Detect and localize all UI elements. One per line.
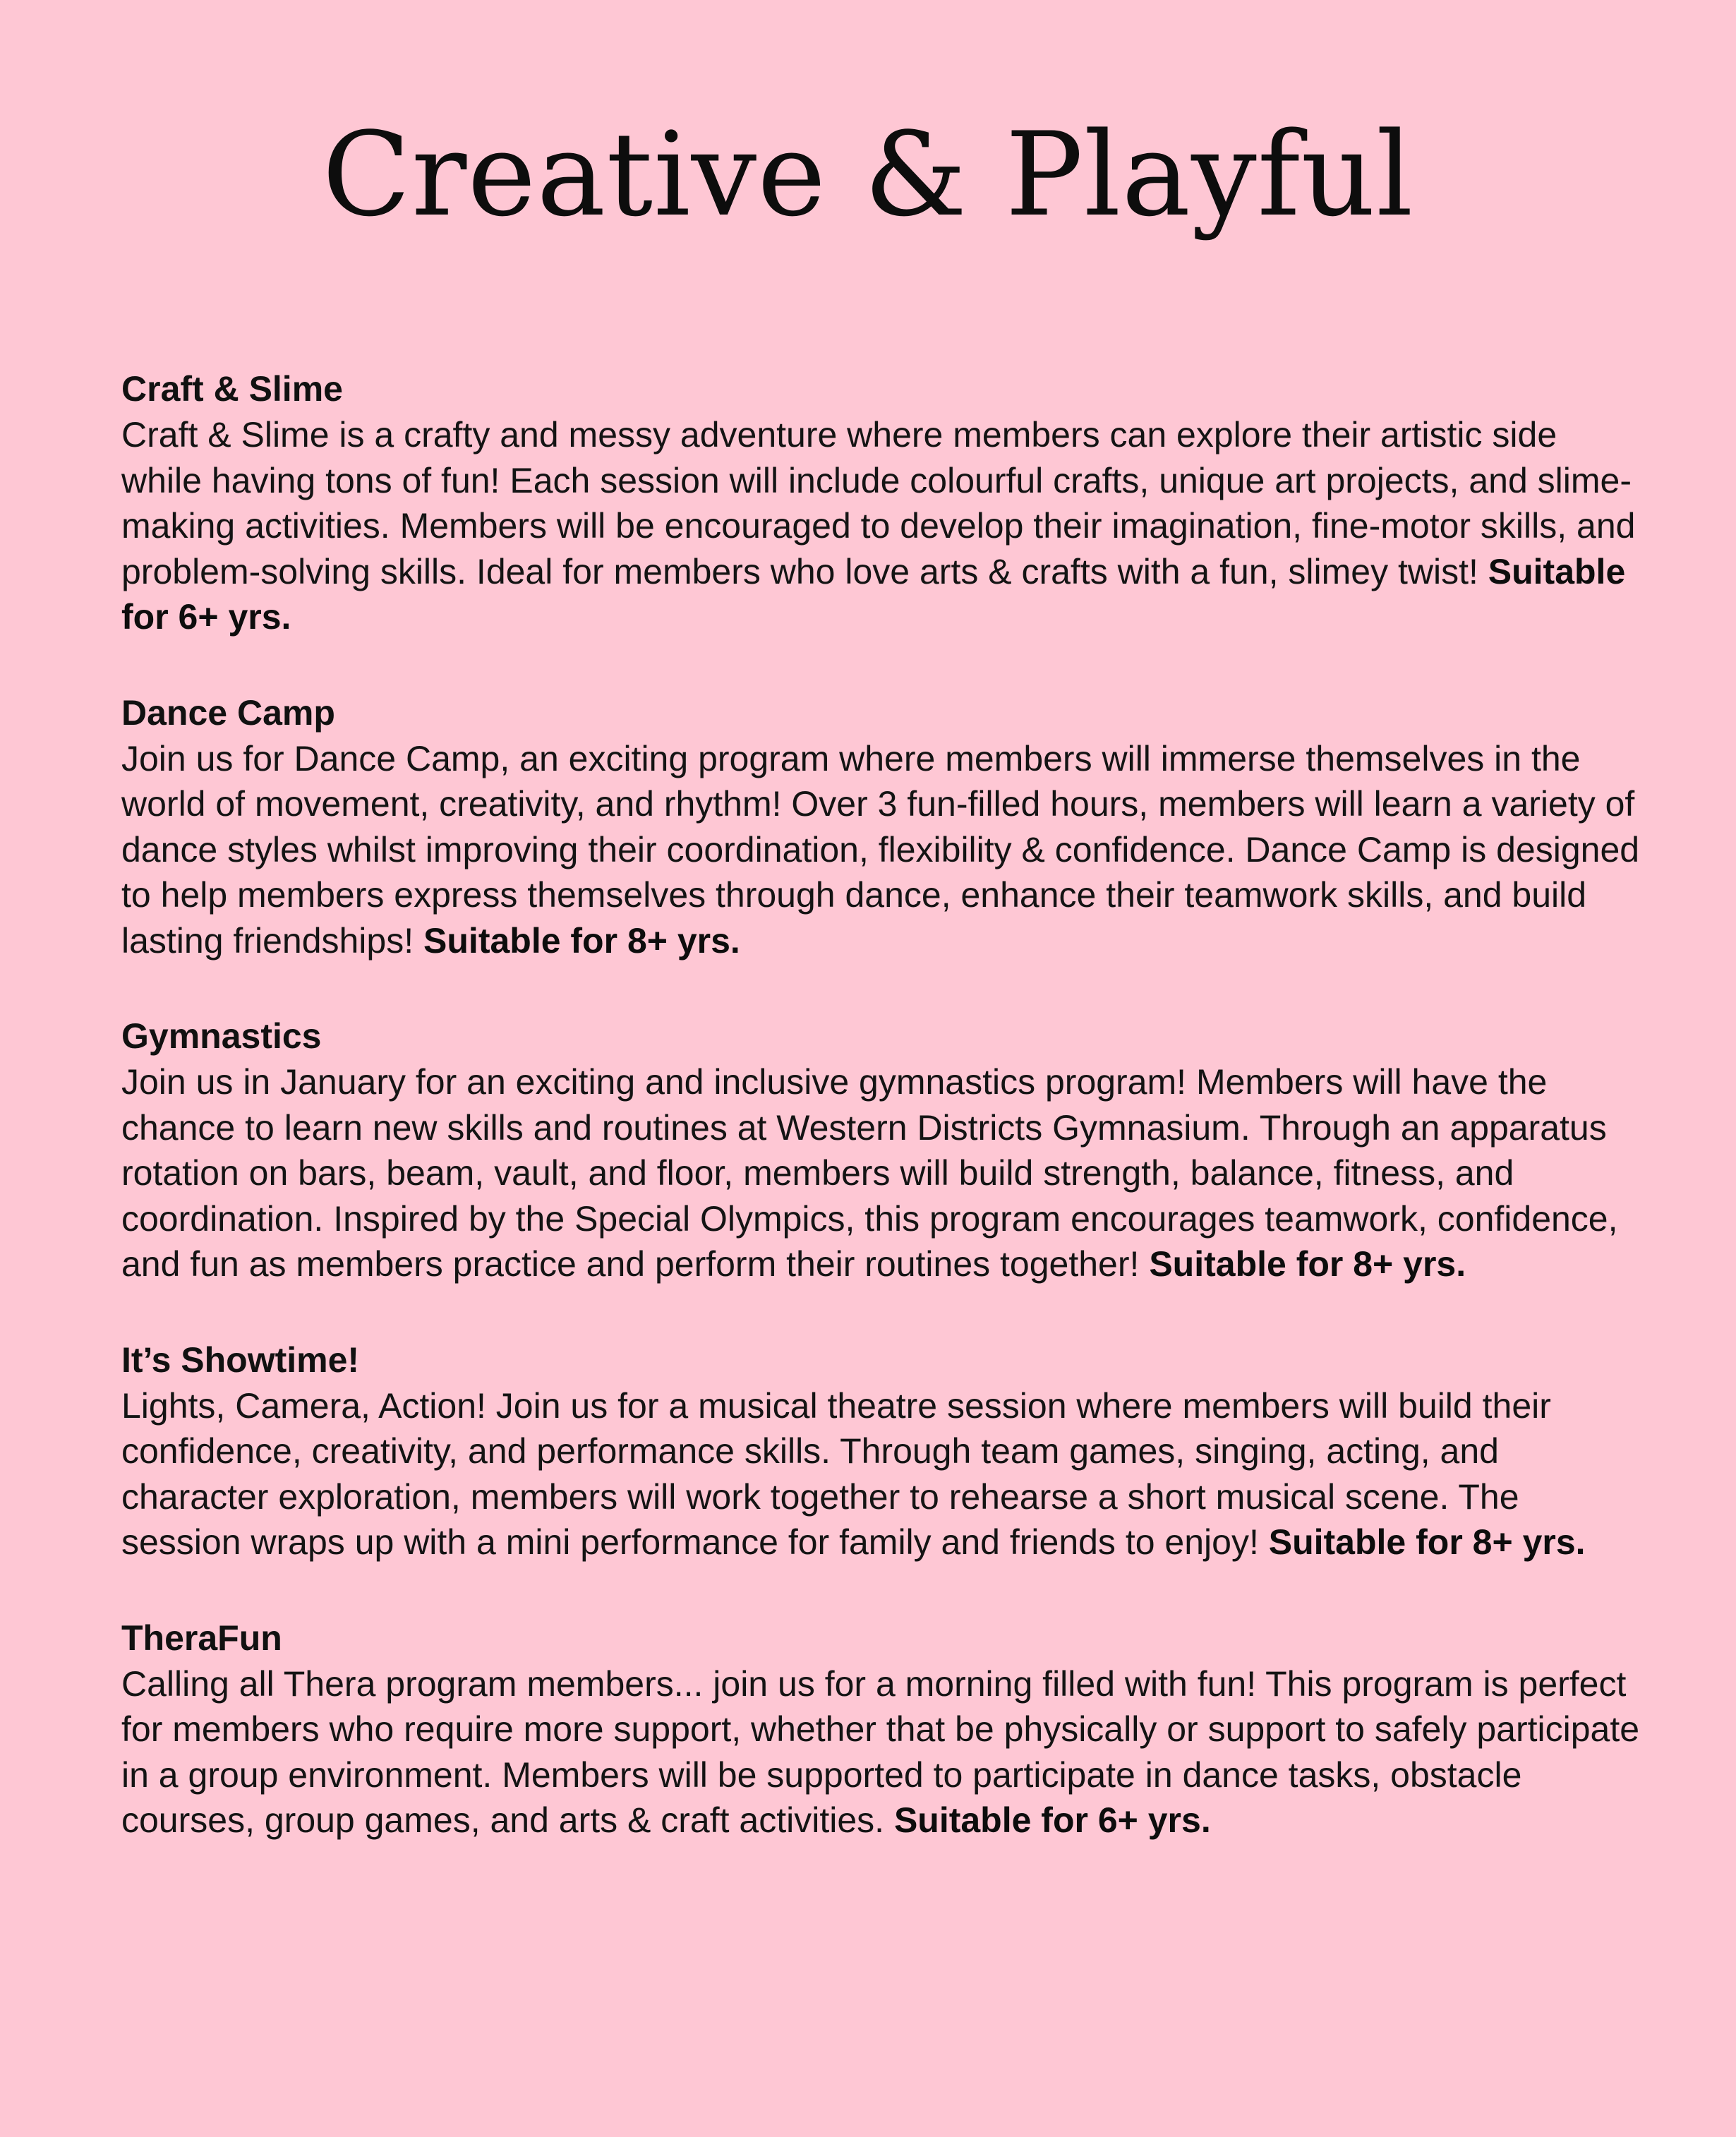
program-description-text: Craft & Slime is a crafty and messy adventure where members can explore their artistic side while having tons of fun! Each session will include colourful crafts, unique art projects, and slime-making activities. Members will be encouraged to develop their imagination, fine-motor skills, and problem-solving skills. Ideal for members who love arts & crafts with a fun, slimey twist! bbox=[121, 415, 1636, 591]
program-section-therafun bbox=[121, 1615, 1646, 1843]
program-description-text: Join us in January for an exciting and inclusive gymnastics program! Members will have the chance to learn new skills and routines at Western Districts Gymnasium. Through an apparatus rotation on bars, beam, vault, and floor, members will build strength, balance, fitness, and coordination. Inspired by the Special Olympics, this program encourages teamwork, confidence, and fun as members practice and perform their routines together! bbox=[121, 1062, 1618, 1284]
program-title: TheraFun bbox=[121, 1618, 282, 1658]
program-description bbox=[121, 1661, 1646, 1843]
suitability-label: Suitable for 8+ yrs. bbox=[423, 920, 740, 961]
program-title: Gymnastics bbox=[121, 1016, 322, 1056]
suitability-label: Suitable for 8+ yrs. bbox=[1149, 1244, 1466, 1284]
program-section-craft-slime bbox=[121, 366, 1646, 640]
program-section-gymnastics bbox=[121, 1013, 1646, 1287]
program-description bbox=[121, 736, 1646, 964]
program-description-text: Join us for Dance Camp, an exciting program where members will immerse themselves in the world of movement, creativity, and rhythm! Over 3 fun-filled hours, members will learn a variety of dance styles whilst improving their coordination, flexibility & confidence. Dance Camp is designed to help members express themselves through dance, enhance their teamwork skills, and build lasting friendships! bbox=[121, 738, 1640, 961]
suitability-label: Suitable for 8+ yrs. bbox=[1268, 1522, 1586, 1562]
program-title: Craft & Slime bbox=[121, 369, 343, 409]
program-description bbox=[121, 1383, 1646, 1565]
suitability-label: Suitable for 6+ yrs. bbox=[121, 551, 1626, 637]
program-section-its-showtime bbox=[121, 1337, 1646, 1565]
program-description-text: Lights, Camera, Action! Join us for a musical theatre session where members will build their confidence, creativity, and performance skills. Through team games, singing, acting, and character exploration, members will work together to rehearse a short musical scene. The session wraps up with a mini performance for family and friends to enjoy! bbox=[121, 1385, 1551, 1562]
program-title: Dance Camp bbox=[121, 692, 335, 733]
program-description-text: Calling all Thera program members... join us for a morning filled with fun! This program is perfect for members who require more support, whether that be physically or support to safely participate in a group environment. Members will be supported to participate in dance tasks, obstacle courses, group games, and arts & craft activities. bbox=[121, 1663, 1640, 1840]
page-title: Creative & Playful bbox=[322, 107, 1414, 242]
program-section-dance-camp bbox=[121, 690, 1646, 964]
program-description bbox=[121, 1059, 1646, 1287]
program-description bbox=[121, 412, 1646, 640]
program-title: It’s Showtime! bbox=[121, 1340, 360, 1380]
program-list bbox=[121, 366, 1646, 1893]
suitability-label: Suitable for 6+ yrs. bbox=[893, 1800, 1211, 1840]
